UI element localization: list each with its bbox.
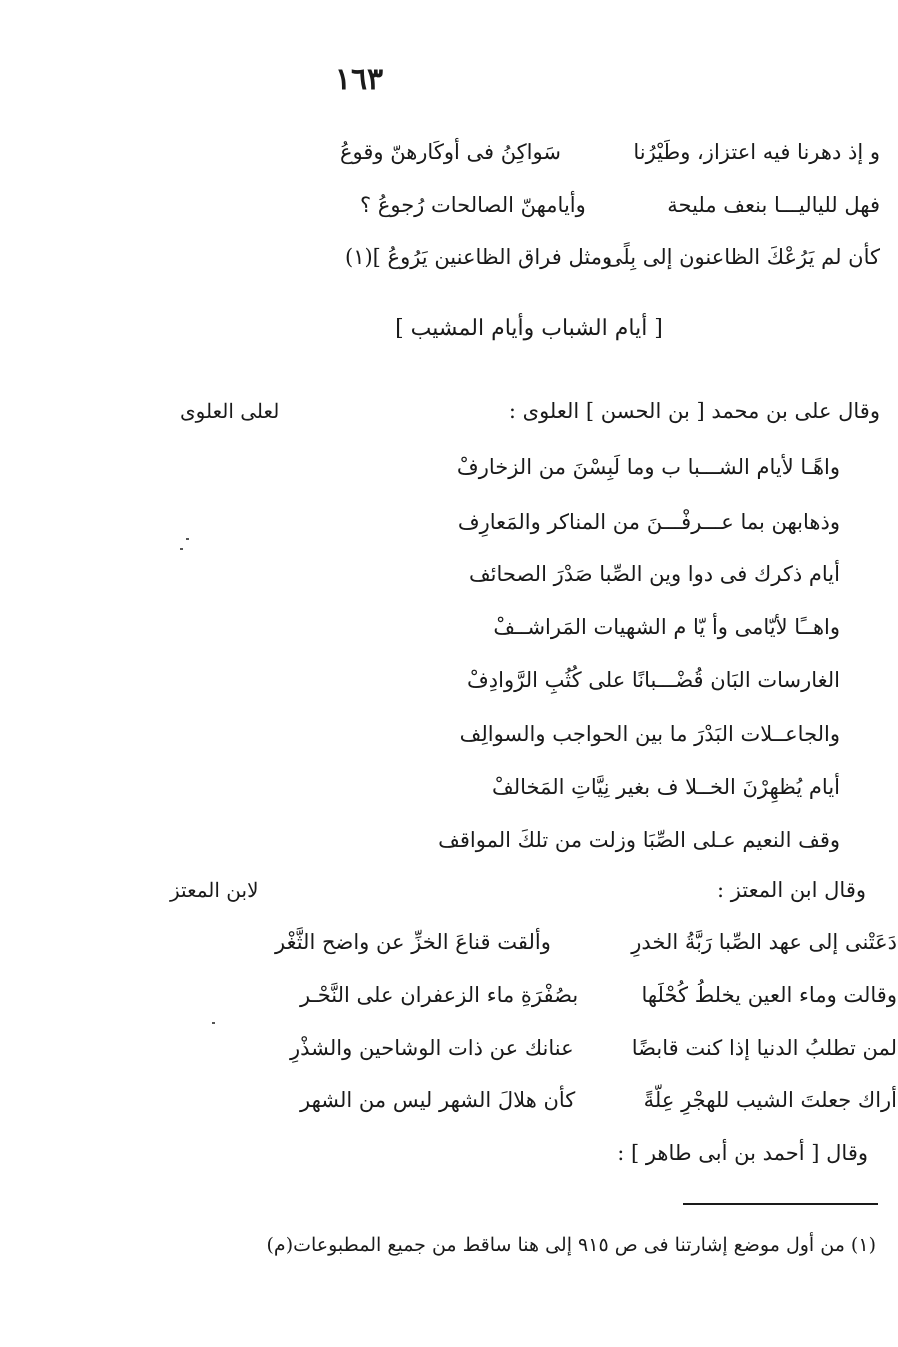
verse-line xyxy=(300,1088,897,1118)
verse-hemistich-left: وألقت قناعَ الخزِّ عن واضح الثَّغْر xyxy=(275,930,551,954)
verse-line xyxy=(290,1036,897,1066)
verse-hemistich-right: فهل للياليـــا بنعف مليحة xyxy=(667,193,880,217)
verse-hemistich-left: سَواكِنُ فى أوكَارهنّ وقوعُ xyxy=(340,140,561,164)
scan-speck xyxy=(212,1022,215,1024)
margin-note: لعلى العلوى xyxy=(180,399,280,423)
verse-line: واهًـا لأيام الشـــبا ب وما لَبِسْنَ من الزخارفْ xyxy=(456,455,840,479)
verse-intro: وقال على بن محمد [ بن الحسن ] العلوى : xyxy=(508,399,880,423)
section-heading: [ أيام الشباب وأيام المشيب ] xyxy=(395,316,663,341)
footnote: (١) من أول موضع إشارتنا فى ص ٩١٥ إلى هنا ساقط من جميع المطبوعات(م) xyxy=(266,1234,876,1256)
verse-hemistich-left: كأن هلالَ الشهر ليس من الشهر xyxy=(300,1088,576,1112)
margin-note: لابن المعتز xyxy=(170,878,259,902)
page-number: ١٦٣ xyxy=(334,62,384,97)
verse-hemistich-left: وأيامهنّ الصالحات رُجوعُ ؟ xyxy=(360,193,586,217)
verse-line: الغارسات البَان قُضْـــبانًا على كُثُبِ الرَّوادِفْ xyxy=(467,668,840,692)
verse-hemistich-right: وقالت وماء العين يخلطُ كُحْلَها xyxy=(641,983,897,1007)
scan-speck xyxy=(186,538,189,540)
verse-intro: وقال ابن المعتز : xyxy=(716,878,866,902)
verse-line xyxy=(340,140,880,170)
verse-hemistich-right: دَعَتْنى إلى عهد الصِّبا رَبَّةُ الخدرِ xyxy=(631,930,897,954)
verse-line xyxy=(275,930,897,960)
verse-line: والجاعــلات البَدْرَ ما بين الحواجب والسوالِف xyxy=(459,722,840,746)
verse-hemistich-left: ومثل فراق الظاعنين يَرُوعُ ](١) xyxy=(345,245,613,269)
verse-line xyxy=(300,983,897,1013)
verse-line xyxy=(345,245,880,275)
verse-line: وذهابهن بما عـــرفْـــنَ من المناكر والمَعارِف xyxy=(457,510,840,534)
verse-line: أيام يُظهِرْنَ الخــلا ف بغير نِيَّاتِ المَخالفْ xyxy=(492,775,840,799)
scan-speck xyxy=(180,548,183,550)
footnote-rule xyxy=(683,1203,878,1205)
verse-intro: وقال [ أحمد بن أبى طاهر ] : xyxy=(617,1141,868,1165)
verse-hemistich-left: عنانك عن ذات الوشاحين والشذْرِ xyxy=(290,1036,574,1060)
verse-hemistich-right: و إذ دهرنا فيه اعتزاز، وطَيْرُنا xyxy=(633,140,880,164)
verse-line xyxy=(360,193,880,223)
verse-hemistich-right: كأن لم يَرُعْكَ الظاعنون إلى بِلًى xyxy=(605,245,880,269)
verse-line: واهــًا لأيّامى وأ يّا م الشهيات المَراشــفْ xyxy=(493,615,840,639)
verse-hemistich-left: بصُفْرَةِ ماء الزعفران على النَّحْـر xyxy=(300,983,579,1007)
verse-line: وقف النعيم عـلى الصِّبَا وزلت من تلكَ المواقف xyxy=(438,828,840,852)
verse-hemistich-right: أراك جعلتَ الشيب للهجْرِ عِلّةً xyxy=(643,1088,897,1112)
verse-line: أيام ذكرك فى دوا وين الصِّبا صَدْرَ الصحائف xyxy=(468,562,840,586)
verse-hemistich-right: لمن تطلبُ الدنيا إذا كنت قابضًا xyxy=(631,1036,897,1060)
